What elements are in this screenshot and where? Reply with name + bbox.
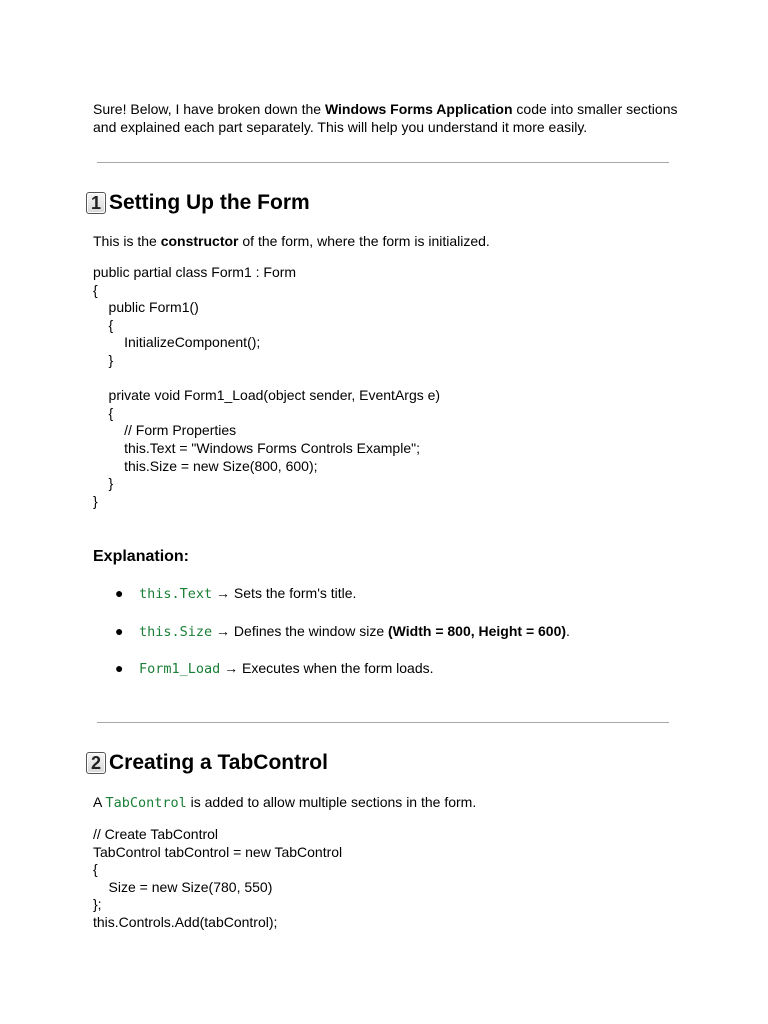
intro-prefix: Sure! Below, I have broken down the [93, 101, 325, 117]
explanation-list [93, 584, 693, 697]
explanation-item-1-text: → Sets the form's title. [212, 585, 357, 601]
section-1-desc-suffix: of the form, where the form is initialized. [238, 233, 490, 249]
explanation-item-2-after: . [566, 622, 570, 639]
section-1-code-block: public partial class Form1 : Form { public Form1() { InitializeComponent(); } private void Form1_Load(object sender, EventArgs e) { // Form Properties this.Text = "Windows Forms Controls Example"; this.Size = new Size(800, 600); } } [93, 264, 441, 509]
section-2-title: Creating a TabControl [109, 751, 328, 774]
bullet-dot-icon: ● [115, 660, 124, 676]
intro-paragraph [93, 100, 693, 136]
section-2-code-block: // Create TabControl TabControl tabControl = new TabControl { Size = new Size(780, 550) }; this.Controls.Add(tabControl); [93, 826, 343, 930]
bullet-dot-icon: ● [115, 585, 124, 601]
section-2-description [93, 793, 693, 812]
divider-2 [97, 722, 669, 723]
section-1-title: Setting Up the Form [109, 191, 310, 214]
explanation-item-2-code: this.Size [139, 623, 213, 640]
intro-bold: Windows Forms Application [324, 101, 513, 117]
explanation-item-3-code: Form1_Load [139, 661, 221, 677]
section-1-description [93, 232, 693, 250]
explanation-item-1-code: this.Text [139, 586, 213, 602]
section-1-number-badge: 1 [86, 192, 106, 214]
explanation-item-2 [93, 622, 693, 640]
divider-1 [97, 162, 669, 163]
intro-suffix: code into smaller sections and explained each part separately. This will help you understand it more easily. [93, 101, 678, 135]
bullet-dot-icon: ● [115, 622, 124, 639]
explanation-heading: Explanation: [93, 548, 190, 565]
section-2-desc-suffix: is added to allow multiple sections in the form. [186, 794, 477, 810]
section-1-desc-bold: constructor [160, 233, 239, 249]
explanation-item-2-bold: (Width = 800, Height = 600) [388, 622, 567, 639]
section-2-heading [86, 750, 328, 776]
explanation-item-1 [93, 584, 693, 602]
explanation-item-3 [93, 659, 693, 677]
explanation-item-3-text: → Executes when the form loads. [220, 660, 434, 676]
section-1-heading [86, 190, 310, 216]
section-2-desc-code: TabControl [105, 795, 187, 811]
section-1-desc-prefix: This is the [93, 233, 161, 249]
section-2-number-badge: 2 [86, 752, 106, 774]
section-2-desc-prefix: A [93, 794, 106, 810]
explanation-item-2-text: → Defines the window size [212, 622, 389, 639]
